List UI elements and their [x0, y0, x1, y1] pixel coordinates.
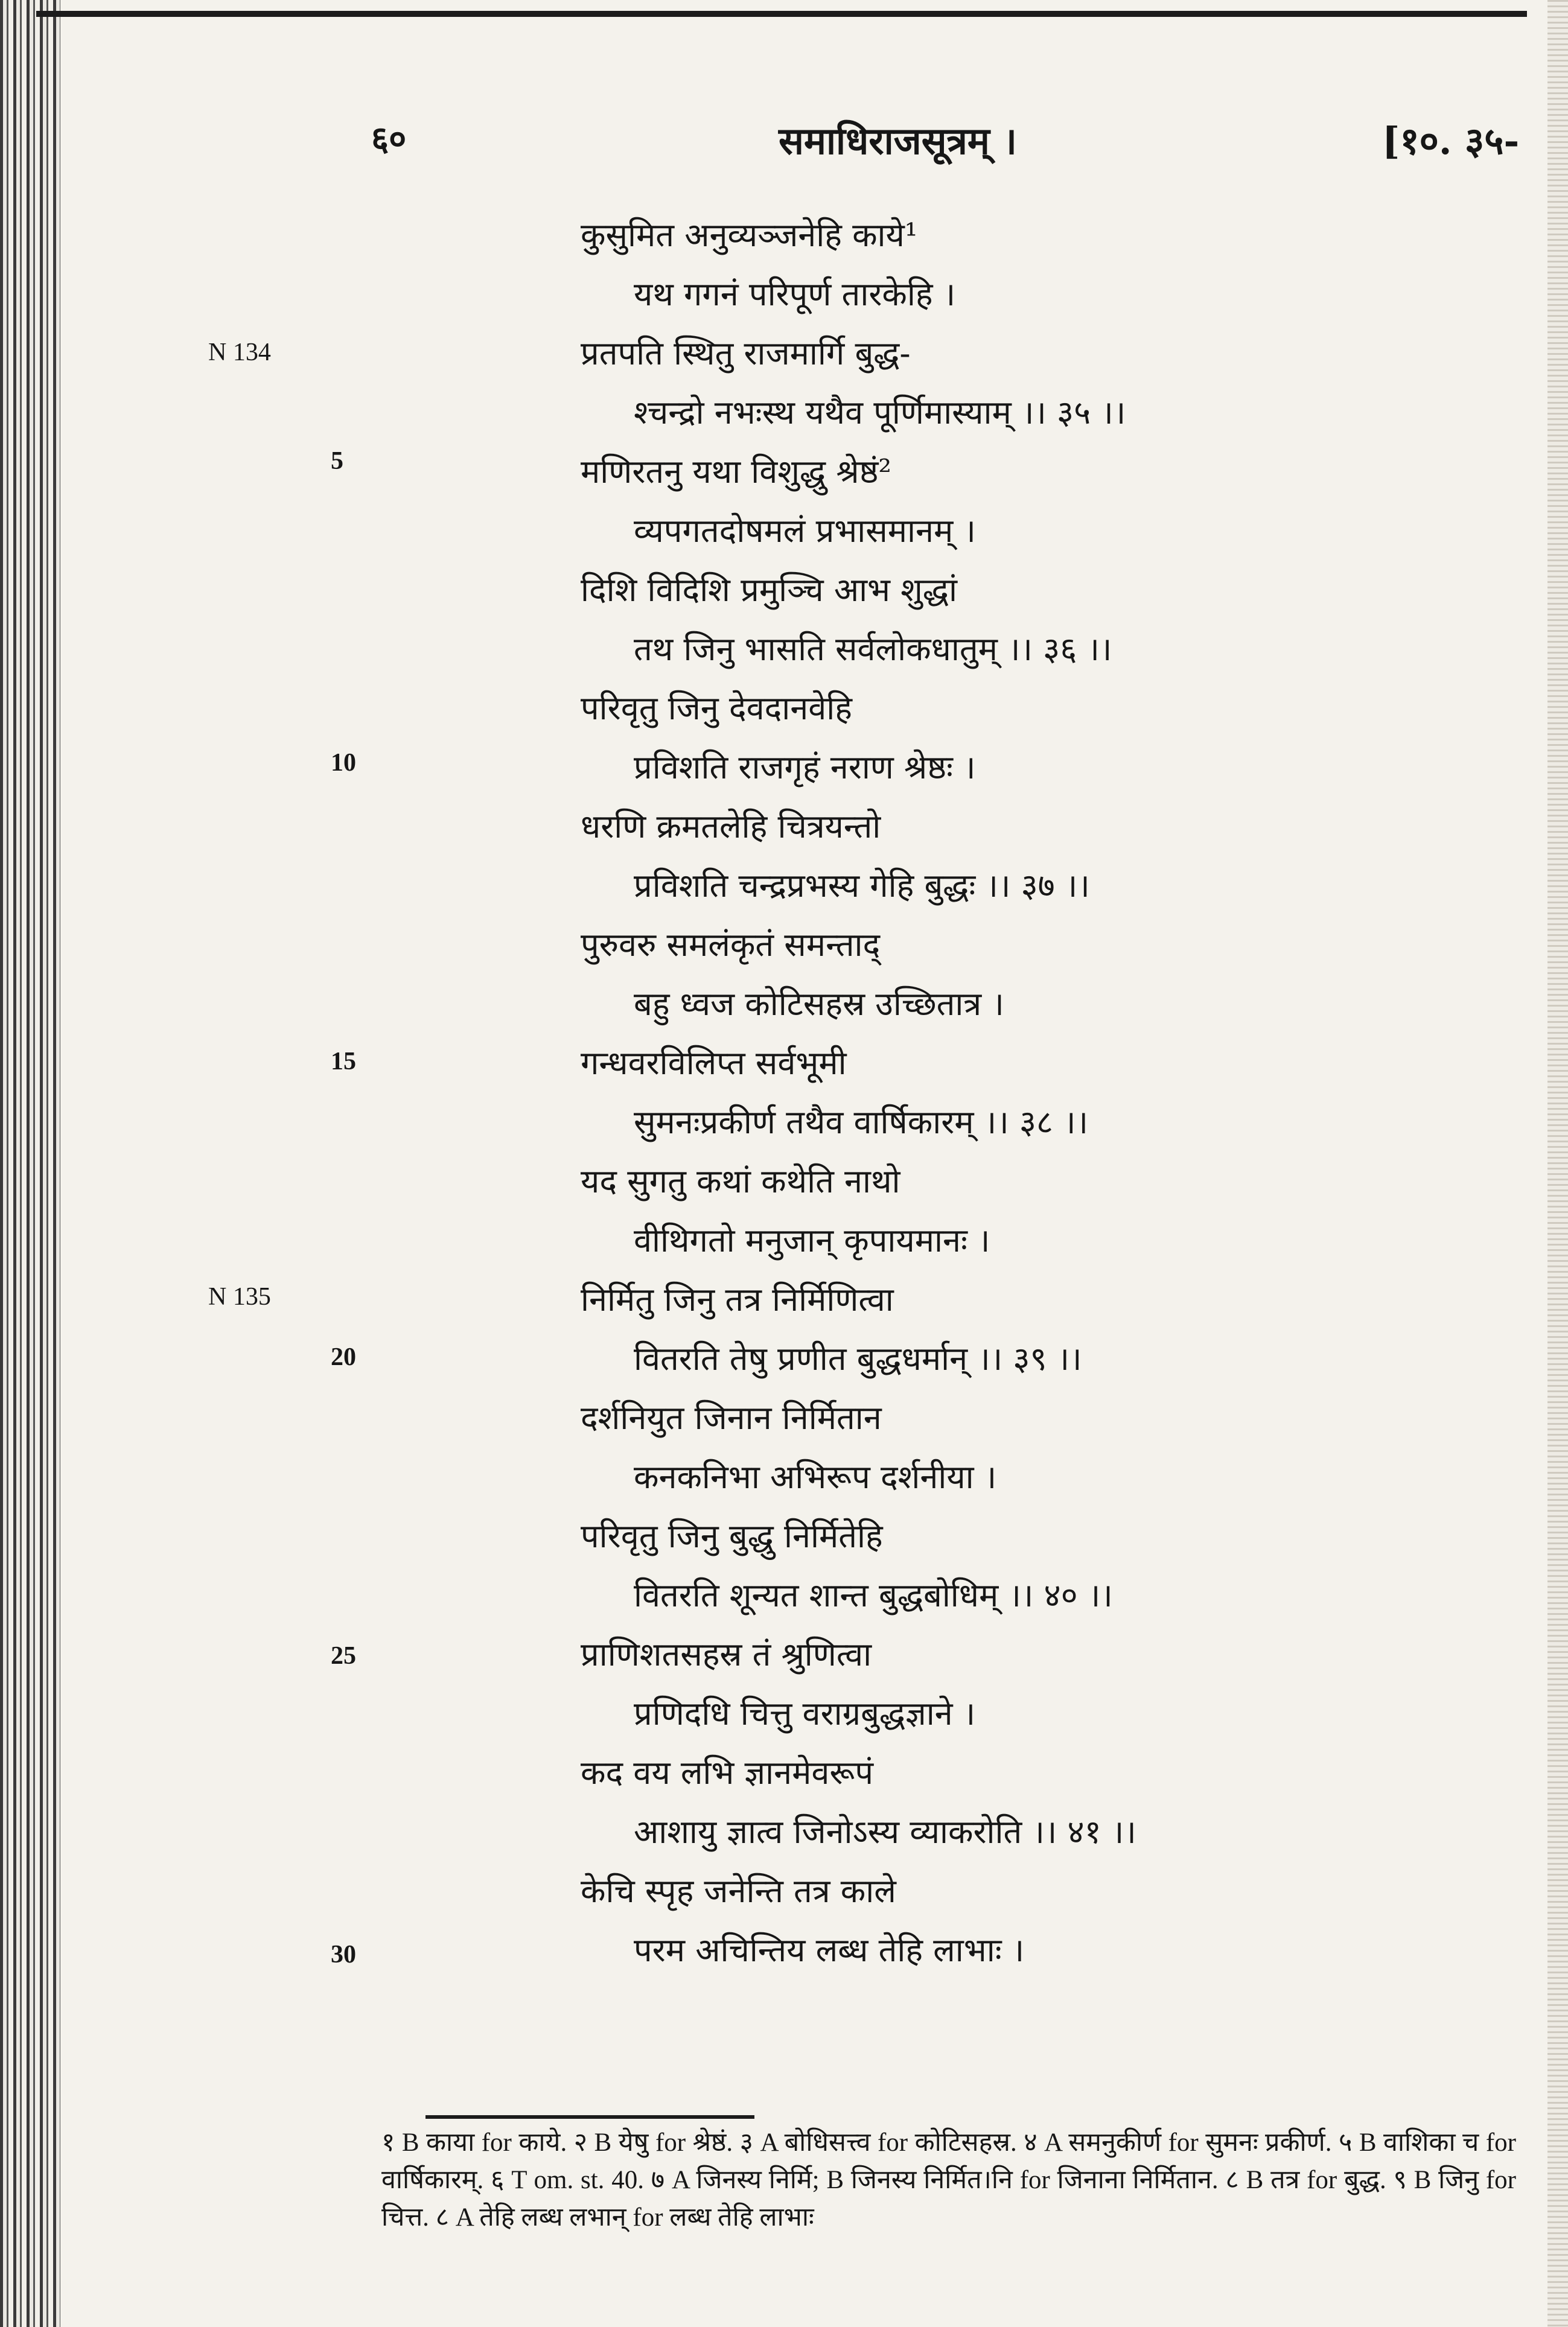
page-number: ६०	[371, 119, 407, 159]
footnotes: १ B काया for काये. २ B येषु for श्रेष्ठं. ३ A बोधिसत्त्व for कोटिसहस्र. ४ A समनुकीर्ण for सुमनः प्रकीर्ण. ५ B वाशिका च for वार्षिकारम्. ६ T om. st. 40. ७ A जिनस्य निर्मि; B जिनस्य निर्मित।नि for जिनाना निर्मितान. ८ B तत्र for बुद्ध. ९ B जिनु for चित्त. ८ A तेहि लब्ध लभान् for लब्ध तेहि लाभाः	[381, 2128, 1516, 2232]
line-number: 25	[331, 1642, 356, 1670]
running-title: समाधिराजसूत्रम् ।	[779, 119, 1017, 163]
margin-ref: N 135	[208, 1283, 271, 1311]
book-binding-edge	[0, 0, 60, 2327]
line-number: 10	[331, 749, 356, 777]
footnote-rule	[425, 2115, 754, 2119]
line-number: 20	[331, 1343, 356, 1371]
section-reference: [१०. ३५-	[1382, 119, 1520, 163]
margin-ref: N 134	[208, 339, 271, 366]
line-number: 15	[331, 1048, 356, 1075]
page-header	[0, 115, 1568, 181]
page-edge	[1547, 0, 1568, 2327]
top-rule	[36, 11, 1527, 17]
line-number: 30	[331, 1941, 356, 1969]
line-number: 5	[331, 447, 343, 475]
